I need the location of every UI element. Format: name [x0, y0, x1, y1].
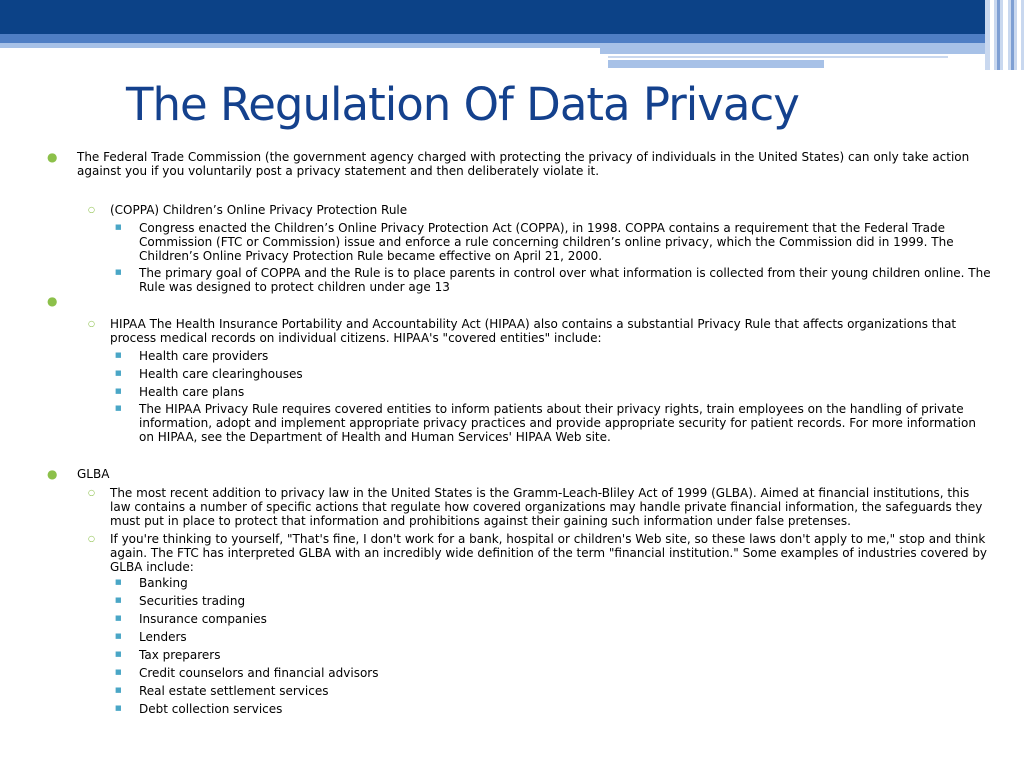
- bullet-square-icon: ■: [115, 351, 122, 359]
- bullet-text: If you're thinking to yourself, "That's fine, I don't work for a bank, hospital or children's Web site, so these laws don't apply to me," stop and think again. The FTC has interpreted GLBA with an incredibly wide definition of the term "financial institution." Some examples of industries covered by GLBA include:: [110, 532, 988, 574]
- bullet-ring-icon: ○: [88, 488, 95, 497]
- bullet-ftc: [47, 150, 987, 178]
- bullet-dot-icon: ●: [47, 150, 58, 164]
- bullet-text: Real estate settlement services: [139, 684, 329, 698]
- bullet-glba-i7: [115, 684, 994, 698]
- bullet-ring-icon: ○: [88, 534, 95, 543]
- bullet-text: Lenders: [139, 630, 187, 644]
- bullet-text: Banking: [139, 576, 188, 590]
- bullet-dot-icon: ●: [47, 294, 58, 308]
- bullet-text: (COPPA) Children’s Online Privacy Protection Rule: [110, 203, 408, 217]
- bullet-coppa-1: [115, 221, 994, 263]
- bullet-hipaa-3: [115, 385, 994, 399]
- bullet-ring-icon: ○: [88, 319, 95, 328]
- bullet-text: The HIPAA Privacy Rule requires covered entities to inform patients about their privacy rights, train employees on the handling of private information, adopt and implement appropriate privacy practices and provide appropriate security for patient records. For more information on HIPAA, see the Department of Health and Human Services' HIPAA Web site.: [139, 402, 976, 444]
- bullet-dot-icon: ●: [47, 467, 58, 481]
- bullet-square-icon: ■: [115, 704, 122, 712]
- bullet-text: Health care clearinghouses: [139, 367, 303, 381]
- bullet-text: The Federal Trade Commission (the government agency charged with protecting the privacy of individuals in the United States) can only take action against you if you voluntarily post a privacy statement and then deliberately violate it.: [77, 150, 970, 178]
- bullet-coppa: [88, 203, 990, 217]
- bullet-hipaa-2: [115, 367, 994, 381]
- bullet-ring-icon: ○: [88, 205, 95, 214]
- bullet-text: The most recent addition to privacy law in the United States is the Gramm-Leach-Bliley Act of 1999 (GLBA). Aimed at financial institutions, this law contains a number of specific actions that regulate how covered organizations may handle private financial information, the safeguards they must put in place to protect that information and prohibitions against their gaining such information under false pretenses.: [110, 486, 983, 528]
- bullet-glba-i3: [115, 612, 994, 626]
- bullet-glba-i8: [115, 702, 994, 716]
- header-banner: [0, 0, 1024, 80]
- bullet-square-icon: ■: [115, 668, 122, 676]
- bullet-text: Tax preparers: [139, 648, 221, 662]
- bullet-square-icon: ■: [115, 268, 122, 276]
- bullet-square-icon: ■: [115, 578, 122, 586]
- bullet-text: Debt collection services: [139, 702, 283, 716]
- bullet-square-icon: ■: [115, 686, 122, 694]
- bullet-text: HIPAA The Health Insurance Portability and Accountability Act (HIPAA) also contains a substantial Privacy Rule that affects organizations that process medical records on individual citizens. HIPAA's "covered entities" include:: [110, 317, 957, 345]
- bullet-square-icon: ■: [115, 223, 122, 231]
- bullet-square-icon: ■: [115, 369, 122, 377]
- bullet-text: Health care providers: [139, 349, 269, 363]
- bullet-hipaa-4: [115, 402, 994, 444]
- bullet-glba-i4: [115, 630, 994, 644]
- bullet-glba-i6: [115, 666, 994, 680]
- bullet-glba-i5: [115, 648, 994, 662]
- bullet-text: Securities trading: [139, 594, 246, 608]
- bullet-glba-i1: [115, 576, 994, 590]
- bullet-glba: [47, 467, 987, 481]
- bullet-text: Insurance companies: [139, 612, 267, 626]
- bullet-square-icon: ■: [115, 614, 122, 622]
- bullet-hipaa: [88, 317, 990, 345]
- bullet-hipaa-1: [115, 349, 994, 363]
- bullet-square-icon: ■: [115, 650, 122, 658]
- bullet-square-icon: ■: [115, 596, 122, 604]
- bullet-text: Credit counselors and financial advisors: [139, 666, 379, 680]
- bullet-square-icon: ■: [115, 404, 122, 412]
- bullet-text: Health care plans: [139, 385, 245, 399]
- slide-title: The Regulation Of Data Privacy: [126, 78, 799, 131]
- bullet-coppa-2: [115, 266, 994, 294]
- bullet-square-icon: ■: [115, 632, 122, 640]
- bullet-square-icon: ■: [115, 387, 122, 395]
- bullet-text: Congress enacted the Children’s Online Privacy Protection Act (COPPA), in 1998. COPPA contains a requirement that the Federal Trade Commission (FTC or Commission) issue and enforce a rule concerning children’s online privacy, which the Commission did in 1999. The Children’s Online Privacy Protection Rule became effective on April 21, 2000.: [139, 221, 954, 263]
- banner-graphic: [0, 0, 1024, 80]
- bullet-text: GLBA: [77, 467, 110, 481]
- bullet-glba-2: [88, 532, 990, 574]
- bullet-text: The primary goal of COPPA and the Rule is to place parents in control over what information is collected from their young children online. The Rule was designed to protect children under age 13: [139, 266, 991, 294]
- bullet-glba-i2: [115, 594, 994, 608]
- bullet-glba-1: [88, 486, 990, 528]
